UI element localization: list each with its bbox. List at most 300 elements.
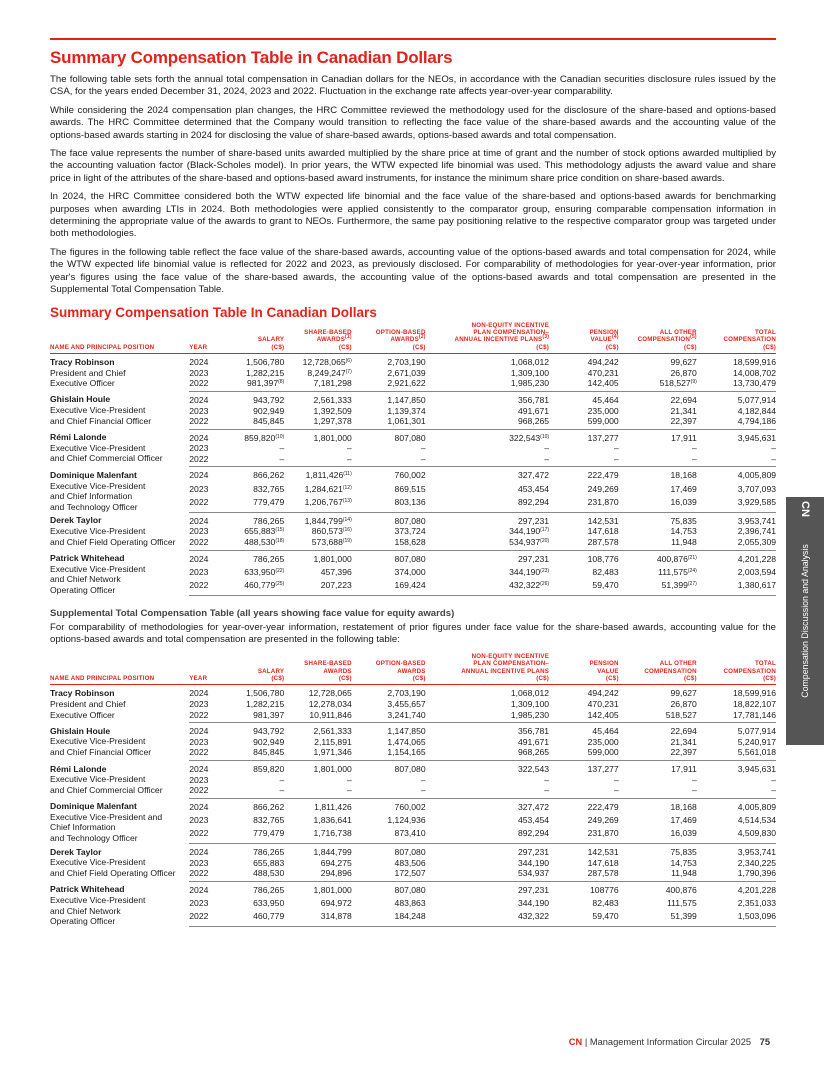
year-cell: 2022 [189,828,231,844]
pension-cell: 137,277 [587,432,619,443]
total-cell: 5,240,917 [737,736,776,747]
salary-cell: 488,530 [231,868,284,881]
year-cell: 2024 [189,357,209,368]
neip-cell: 327,472 [518,801,550,812]
salary-cell: – [279,774,285,785]
total-cell: 4,509,830 [697,828,776,844]
neip-cell: 1,985,230 [426,710,549,723]
sba-cell: – [346,443,352,454]
oba-cell: 374,000 [394,567,426,578]
sba-cell: 1,801,000 [313,764,352,774]
executive-title: Executive Vice-President [50,480,146,491]
table-row [50,467,776,484]
executive-title: and Chief Information [50,491,133,502]
oba-cell: 373,724 [394,526,426,537]
other-cell: 18,168 [670,801,697,812]
year-cell: 2024 [189,515,209,526]
sba-cell: 12,728,065 [308,688,352,699]
sba-cell: 694,972 [320,898,352,909]
executive-title: and Technology Officer [50,833,138,844]
sba-cell: 8,249,247$^{(7)}$ [307,367,352,378]
oba-cell: 807,080 [394,884,426,895]
pension-cell: 470,231 [587,699,619,710]
sba-cell: 860,573$^{(16)}$ [311,526,352,537]
neip-cell: 297,231 [518,553,550,564]
pension-cell: 59,470 [549,911,619,927]
table1-title: Summary Compensation Table In Canadian Dollars [50,304,377,320]
other-cell: 18,168 [670,470,697,481]
neip-cell: 344,190 [518,898,550,909]
pension-cell: 108,776 [587,553,619,564]
neip-cell: 432,322 [426,911,549,927]
other-cell: 26,870 [670,367,697,378]
oba-cell: 2,921,622 [352,378,426,391]
sba-cell: 1,971,346 [284,747,352,760]
salary-cell: 488,530$^{(18)}$ [231,537,284,550]
table-row [50,844,776,858]
year-cell: 2024 [189,394,209,405]
summary-compensation-table [50,322,776,597]
year-cell: 2022 [189,580,231,596]
salary-cell: 460,779$^{(25)}$ [231,580,284,596]
oba-cell: 2,703,190 [387,357,426,368]
oba-cell: 807,080 [394,847,426,858]
footnote-marker: (15) [275,527,285,534]
total-cell: – [697,785,776,798]
pension-cell: 142,405 [549,378,619,391]
footnote-marker: (18) [275,538,285,545]
total-cell: 18,599,916 [732,357,776,368]
pension-cell: 82,483 [592,567,619,578]
pension-cell: 59,470 [549,580,619,596]
executive-cell [50,685,189,723]
pension-cell: 142,531 [587,847,619,858]
executive-name: Derek Taylor [50,515,102,526]
total-cell: 14,008,702 [732,367,776,378]
footnote-marker: (13) [342,497,352,504]
salary-cell: 1,506,780 [246,357,285,368]
pension-cell: 222,479 [587,470,619,481]
salary-cell: 943,792 [253,394,285,405]
salary-cell: 1,282,215 [246,367,285,378]
pension-cell: 235,000 [587,405,619,416]
table-row [50,798,776,815]
salary-cell: 779,479 [231,828,284,844]
other-cell: 111,575$^{(24)}$ [658,567,697,578]
sba-cell: 2,115,891 [314,736,352,747]
year-cell: 2022 [189,416,231,429]
table-row [50,512,776,526]
pension-cell: – [549,785,619,798]
footer-publication: Management Information Circular 2025 [589,1037,752,1047]
total-cell: 4,514,534 [737,815,776,826]
neip-cell: – [426,454,549,467]
footnote-marker: (16) [342,527,352,534]
neip-cell: 344,190$^{(23)}$ [509,567,550,578]
executive-title: Executive Vice-President [50,736,146,747]
year-cell: 2022 [189,454,231,467]
other-cell: 518,527$^{(9)}$ [619,378,697,391]
neip-cell: 1,068,012 [510,357,550,368]
year-cell: 2023 [189,857,209,868]
other-cell: 14,753 [670,526,697,537]
total-cell: – [697,454,776,467]
column-header-sba: SHARE-BASED AWARDS (C$) [284,653,352,685]
other-cell: 22,397 [619,416,697,429]
executive-title: and Chief Field Operating Officer [50,536,176,547]
total-cell: 18,599,916 [732,688,776,699]
column-header-name: NAME AND PRINCIPAL POSITION [50,322,189,354]
table2-intro: For comparability of methodologies for year-over-year information, restatement of prior figures under face value for the share-based awards, accounting value for the options-based awards and total compensation are presented in the following table: [50,622,776,646]
salary-cell: 786,265 [253,884,285,895]
oba-cell: 483,506 [394,857,426,868]
sba-cell: 294,896 [284,868,352,881]
executive-cell [50,881,189,926]
footer-separator: | [584,1037,588,1047]
column-header-neip: NON-EQUITY INCENTIVE PLAN COMPENSATION– ANNUAL INCENTIVE PLANS (C$) [426,653,549,685]
salary-cell: 981,397 [231,710,284,723]
paragraph: While considering the 2024 compensation plan changes, the HRC Committee reviewed the methodology used for the disclosure of the share-based and options-based awards. The HRC Committee determined that the Company would transition to reflecting the face value of the share-based awards and the accounting value of the options-based awards starting in 2024 for disclosing the value of share-based awards, options-based awards and total compensation. [50,104,776,141]
salary-cell: 633,950$^{(22)}$ [244,567,285,578]
footnote-marker: (12) [342,484,352,491]
neip-cell: 453,454 [518,815,550,826]
column-header-year: YEAR [189,322,231,354]
salary-cell: 460,779 [231,911,284,927]
neip-cell: 356,781 [518,394,550,405]
oba-cell: 483,863 [394,898,426,909]
total-cell: 4,005,809 [737,470,776,481]
other-cell: 75,835 [670,515,697,526]
footnote-marker: (8) [278,379,285,386]
other-cell: 99,627 [670,357,697,368]
footnote-marker: (10) [540,433,550,440]
total-cell: 3,945,631 [737,764,776,774]
oba-cell: 184,248 [352,911,426,927]
year-cell: 2023 [189,567,209,578]
neip-cell: 297,231 [518,515,550,526]
total-cell: 4,201,228 [737,553,776,564]
executive-title: Chief Information [50,822,116,833]
pension-cell: – [613,443,619,454]
other-cell: 400,876$^{(21)}$ [656,553,697,564]
column-header-pension: PENSION VALUE (C$) [549,653,619,685]
footnote-marker: (27) [687,580,697,587]
oba-cell: 1,139,374 [387,405,426,416]
executive-title: Executive Vice-President [50,895,146,906]
pension-cell: 147,618 [587,857,619,868]
oba-cell: 169,424 [352,580,426,596]
sba-cell: 2,561,333 [313,726,352,737]
column-header-salary: SALARY (C$) [231,322,284,354]
paragraph: The following table sets forth the annual total compensation in Canadian dollars for the NEOs, in accordance with the Canadian securities disclosure rules issued by the CSA, for the years ended December 31, 2024, 2023 and 2022. Fluctuation in the exchange rate affects year-over-year comparability. [50,74,776,98]
executive-cell [50,391,189,429]
sba-cell: 1,716,738 [284,828,352,844]
sba-cell: 1,297,378 [284,416,352,429]
footnote-marker: (5) [690,334,697,341]
executive-name: Patrick Whitehead [50,553,125,564]
other-cell: 17,469 [670,815,697,826]
executive-title: and Technology Officer [50,501,138,512]
executive-title: Executive Vice-President [50,442,146,453]
footnote-marker: (24) [687,568,697,575]
column-header-other: ALL OTHER COMPENSATION$^{(5)}$ (C$) [619,322,697,354]
other-cell: 22,694 [670,726,697,737]
pension-cell: 494,242 [587,357,619,368]
footnote-marker: (3) [542,334,550,341]
neip-cell: 1,309,100 [510,367,550,378]
salary-cell: 655,883 [253,857,285,868]
sba-cell: – [346,774,352,785]
executive-title: and Chief Commercial Officer [50,784,163,795]
section-side-tab[interactable] [786,497,824,745]
salary-cell: 633,950 [253,898,285,909]
total-cell: 4,005,809 [737,801,776,812]
salary-cell: 902,949 [253,736,285,747]
column-header-total: TOTAL COMPENSATION (C$) [697,322,776,354]
column-header-name: NAME AND PRINCIPAL POSITION [50,653,189,685]
neip-cell: 491,671 [518,405,550,416]
oba-cell: – [352,785,426,798]
year-cell: 2023 [189,483,209,494]
footnote-marker: (6) [345,358,352,365]
pension-cell: 599,000 [549,416,619,429]
oba-cell: 1,061,301 [352,416,426,429]
year-cell: 2022 [189,537,231,550]
salary-cell: 943,792 [253,726,285,737]
table-row [50,881,776,898]
year-cell: 2024 [189,764,209,774]
pension-cell: 249,269 [587,815,619,826]
year-cell: 2024 [189,470,209,481]
footer-brand: CN [568,1037,583,1047]
salary-cell: 832,765 [253,483,285,494]
footnote-marker: (9) [690,379,697,386]
salary-cell: 902,949 [253,405,285,416]
sba-cell: 1,836,641 [313,815,352,826]
oba-cell: 3,455,657 [387,699,426,710]
pension-cell: 235,000 [587,736,619,747]
footnote-marker: (20) [540,538,550,545]
total-cell: 5,561,018 [697,747,776,760]
oba-cell: 172,507 [352,868,426,881]
neip-cell: 322,543 [518,764,550,774]
footnote-marker: (1) [345,334,352,341]
other-cell: 16,039 [619,497,697,513]
executive-cell [50,844,189,882]
other-cell: 51,399$^{(27)}$ [619,580,697,596]
total-cell: 4,794,186 [697,416,776,429]
neip-cell: 322,543$^{(10)}$ [509,432,550,443]
other-cell: 111,575 [667,898,697,909]
other-cell: 16,039 [619,828,697,844]
total-cell: 3,945,631 [737,432,776,443]
sba-cell: 207,223 [284,580,352,596]
pension-cell: 137,277 [587,764,619,774]
total-cell: 17,781,146 [697,710,776,723]
total-cell: 3,953,741 [737,515,776,526]
year-cell: 2022 [189,747,231,760]
executive-cell [50,467,189,512]
year-cell: 2023 [189,898,209,909]
footnote-marker: (25) [275,580,285,587]
year-cell: 2023 [189,526,209,537]
total-cell: 1,380,617 [697,580,776,596]
salary-cell: 786,265 [253,515,285,526]
executive-name: Dominique Malenfant [50,801,137,812]
total-cell: – [771,774,776,785]
oba-cell: 760,002 [394,470,426,481]
executive-name: Ghislain Houle [50,725,111,736]
oba-cell: 873,410 [352,828,426,844]
executive-cell [50,550,189,595]
footnote-marker: (23) [540,568,550,575]
neip-cell: 1,985,230 [426,378,549,391]
footnote-marker: (26) [540,580,550,587]
footnote-marker: (17) [540,527,550,534]
other-cell: 17,911 [671,764,697,774]
oba-cell: 803,136 [352,497,426,513]
total-cell: 2,396,741 [737,526,776,537]
neip-cell: 344,190$^{(17)}$ [509,526,550,537]
sba-cell: 7,181,298 [284,378,352,391]
pension-cell: 470,231 [587,367,619,378]
pension-cell: 287,578 [549,868,619,881]
top-rule [50,38,776,40]
salary-cell: 845,845 [231,416,284,429]
sba-cell: 2,561,333 [313,394,352,405]
total-cell: 3,707,093 [737,483,776,494]
column-header-sba: SHARE-BASED AWARDS$^{(1)}$ (C$) [284,322,352,354]
executive-cell [50,798,189,843]
other-cell: 75,835 [670,847,697,858]
supplemental-compensation-table [50,653,776,928]
other-cell: 518,527 [619,710,697,723]
other-cell: 51,399 [619,911,697,927]
neip-cell: 892,294 [426,497,549,513]
salary-cell: – [279,443,285,454]
sba-cell: 573,688$^{(19)}$ [284,537,352,550]
column-header-year: YEAR [189,653,231,685]
other-cell: – [619,785,697,798]
executive-name: Derek Taylor [50,846,102,857]
executive-title: Operating Officer [50,916,116,927]
oba-cell: 760,002 [394,801,426,812]
other-cell: 11,948 [619,537,697,550]
table-row [50,550,776,567]
salary-cell: 1,506,780 [246,688,285,699]
neip-cell: 344,190 [518,857,550,868]
salary-cell: 866,262 [253,470,285,481]
pension-cell: 287,578 [549,537,619,550]
table-row [50,429,776,443]
year-cell: 2023 [189,815,209,826]
side-tab-label: Compensation Discussion and Analysis [800,544,810,698]
salary-cell: 1,282,215 [246,699,285,710]
year-cell: 2022 [189,710,231,723]
column-header-total: TOTAL COMPENSATION (C$) [697,653,776,685]
executive-name: Dominique Malenfant [50,469,137,480]
footnote-marker: (10) [275,433,285,440]
executive-title: Executive Vice-President [50,405,146,415]
pension-cell: 494,242 [587,688,619,699]
neip-cell: – [544,774,550,785]
column-header-salary: SALARY (C$) [231,653,284,685]
year-cell: 2022 [189,378,231,391]
column-header-neip: NON-EQUITY INCENTIVE PLAN COMPENSATION– ANNUAL INCENTIVE PLANS$^{(3)}$ (C$) [426,322,549,354]
sba-cell: 1,801,000 [313,884,352,895]
neip-cell: 968,265 [426,416,549,429]
salary-cell: 786,265 [253,553,285,564]
executive-title: and Chief Network [50,905,121,916]
salary-cell: 779,479 [231,497,284,513]
sba-cell: 314,878 [284,911,352,927]
neip-cell: 1,068,012 [510,688,550,699]
column-header-oba: OPTION-BASED AWARDS (C$) [352,653,426,685]
executive-cell [50,761,189,799]
other-cell: 11,948 [619,868,697,881]
other-cell: – [692,443,697,454]
total-cell: 1,790,396 [697,868,776,881]
oba-cell: 869,515 [394,483,426,494]
footnote-marker: (2) [418,334,426,341]
column-header-pension: PENSION VALUE$^{(4)}$ (C$) [549,322,619,354]
paragraph: The face value represents the number of share-based units awarded multiplied by the share price at time of grant and the number of stock options awarded multiplied by the accounting valuation factor (Black-Scholes model). In prior years, the WTW expected life binomial was used. This methodology adjusts the award value and share price in light of the attributes of the share-based and options-based award instruments, for instance the minimum share price condition on share-based awards. [50,148,776,184]
executive-title: Executive Vice-President [50,525,146,536]
total-cell: 2,340,225 [737,857,776,868]
oba-cell: 807,080 [394,515,426,526]
oba-cell: – [420,774,426,785]
executive-name: Rémi Lalonde [50,432,107,443]
oba-cell: 2,703,190 [387,688,426,699]
executive-name: Patrick Whitehead [50,884,125,895]
pension-cell: 108776 [590,884,619,895]
executive-title: and Chief Commercial Officer [50,453,163,464]
footnote-marker: (19) [342,538,352,545]
executive-title: Executive Vice-President [50,857,146,868]
year-cell: 2023 [189,405,209,416]
page-number: 75 [759,1037,770,1047]
neip-cell: 534,937 [426,868,549,881]
oba-cell: 807,080 [394,553,426,564]
other-cell: 17,911 [671,432,697,443]
paragraph: The figures in the following table reflect the face value of the share-based awards, accounting value of the options-based awards and total compensation for 2024, while the WTW expected life binomial value is reflected for 2022 and 2023, as previously disclosed. For comparability of methodologies for year-over-year information, prior year's figures using the face value of the share-based awards, the accounting value of the options-based awards and total compensation are presented in the Supplemental Total Compensation Table. [50,246,776,296]
year-cell: 2023 [189,774,209,785]
other-cell: 22,397 [619,747,697,760]
column-header-oba: OPTION-BASED AWARDS$^{(2)}$ (C$) [352,322,426,354]
year-cell: 2024 [189,801,209,812]
pension-cell: – [549,454,619,467]
year-cell: 2024 [189,688,209,699]
pension-cell: 45,464 [592,394,619,405]
pension-cell: 599,000 [549,747,619,760]
total-cell: 4,201,228 [737,884,776,895]
total-cell: 2,003,594 [737,567,776,578]
sba-cell: 12,728,065$^{(6)}$ [302,357,352,368]
pension-cell: 249,269 [587,483,619,494]
total-cell: 2,351,033 [737,898,776,909]
total-cell: 13,730,479 [697,378,776,391]
salary-cell: 655,883$^{(15)}$ [244,526,285,537]
neip-cell: 432,322$^{(26)}$ [426,580,549,596]
executive-title: Executive Officer [50,378,115,389]
other-cell: – [619,454,697,467]
page-content [50,38,776,927]
total-cell: 3,929,585 [697,497,776,513]
executive-title: President and Chief [50,699,126,710]
total-cell: 5,077,914 [737,394,776,405]
executive-name: Tracy Robinson [50,357,115,368]
year-cell: 2022 [189,497,231,513]
